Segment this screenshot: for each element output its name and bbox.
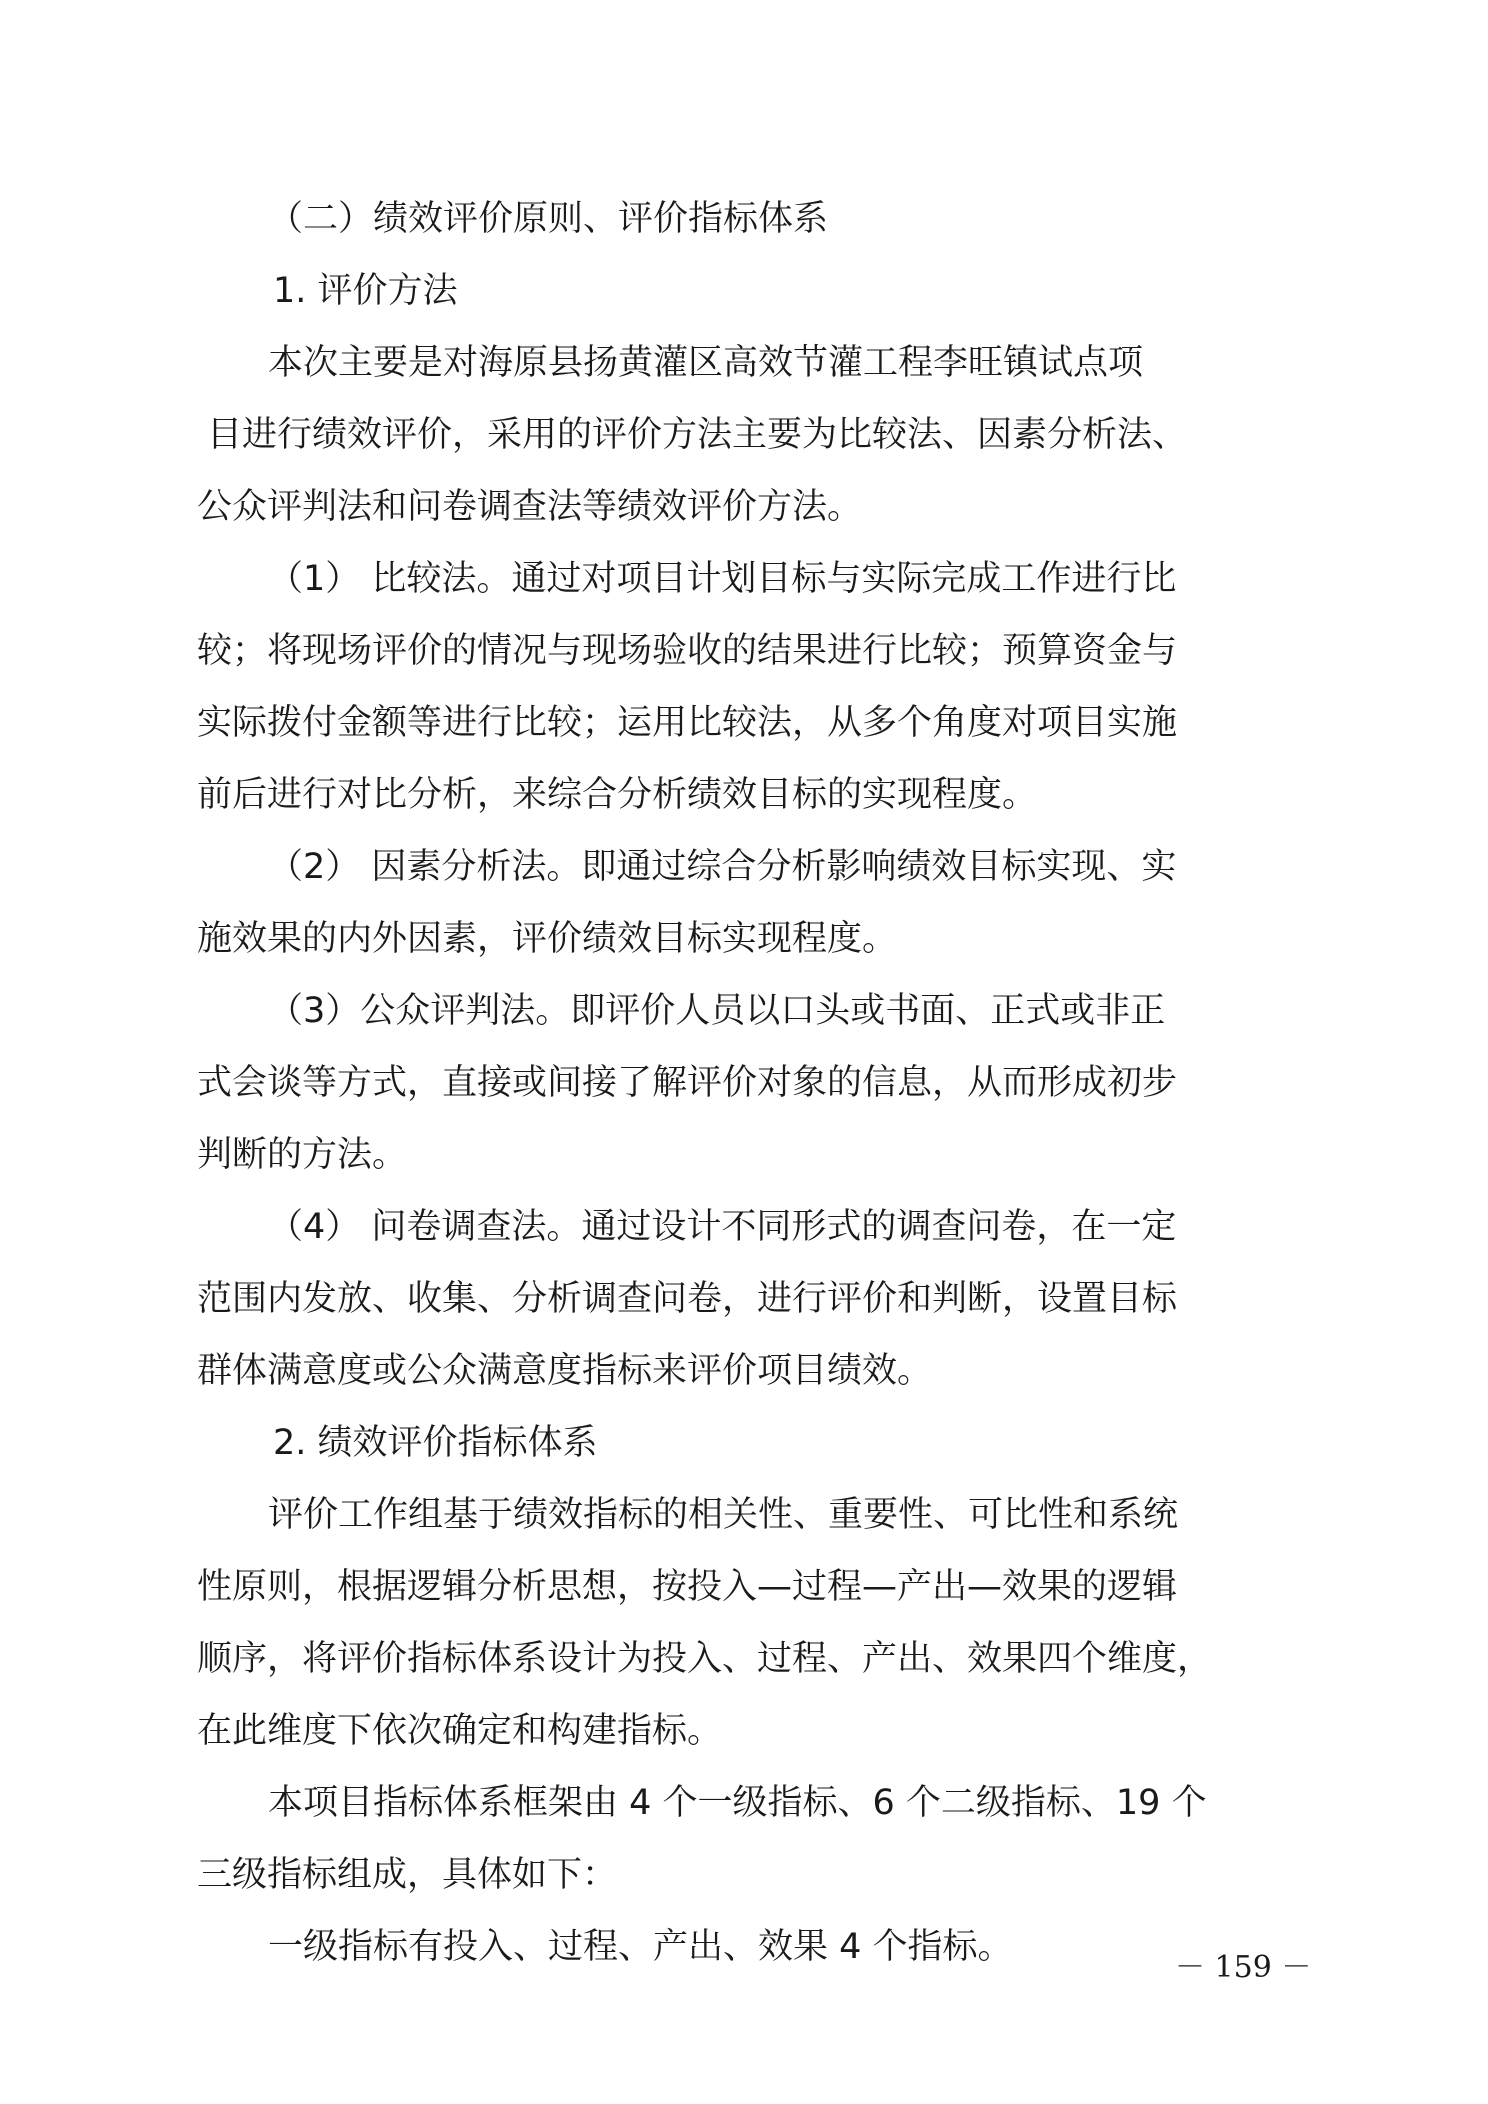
method-comparison-line: 前后进行对比分析，来综合分析绩效目标的实现程度。	[197, 775, 1038, 815]
subsection-heading-indicator-system: 2. 绩效评价指标体系	[273, 1423, 598, 1463]
method-public-judgment-line: （3）公众评判法。即评价人员以口头或书面、正式或非正	[268, 991, 1166, 1031]
section-heading: （二）绩效评价原则、评价指标体系	[268, 199, 829, 239]
method-questionnaire-line: 范围内发放、收集、分析调查问卷，进行评价和判断，设置目标	[197, 1279, 1178, 1319]
paragraph-line: 三级指标组成，具体如下：	[197, 1855, 618, 1895]
method-comparison-line: 实际拨付金额等进行比较；运用比较法，从多个角度对项目实施	[197, 703, 1178, 743]
paragraph-line: 目进行绩效评价，采用的评价方法主要为比较法、因素分析法、	[207, 415, 1188, 455]
method-comparison-line: 较；将现场评价的情况与现场验收的结果进行比较；预算资金与	[197, 631, 1178, 671]
method-public-judgment-line: 判断的方法。	[197, 1135, 408, 1175]
paragraph-line: 性原则，根据逻辑分析思想，按投入—过程—产出—效果的逻辑	[197, 1567, 1178, 1607]
method-questionnaire-line: （4） 问卷调查法。通过设计不同形式的调查问卷，在一定	[268, 1207, 1177, 1247]
paragraph-line: 顺序，将评价指标体系设计为投入、过程、产出、效果四个维度，	[197, 1639, 1213, 1679]
method-questionnaire-line: 群体满意度或公众满意度指标来评价项目绩效。	[197, 1351, 933, 1391]
paragraph-line: 本次主要是对海原县扬黄灌区高效节灌工程李旺镇试点项	[268, 343, 1144, 383]
paragraph-line: 在此维度下依次确定和构建指标。	[197, 1711, 723, 1751]
method-comparison-line: （1） 比较法。通过对项目计划目标与实际完成工作进行比	[268, 559, 1177, 599]
paragraph-line: 公众评判法和问卷调查法等绩效评价方法。	[197, 487, 863, 527]
page-number: － 159 －	[1175, 1950, 1312, 1985]
subsection-heading-evaluation-method: 1. 评价方法	[273, 271, 458, 311]
paragraph-line: 评价工作组基于绩效指标的相关性、重要性、可比性和系统	[268, 1495, 1179, 1535]
method-factor-analysis-line: （2） 因素分析法。即通过综合分析影响绩效目标实现、实	[268, 847, 1177, 887]
method-public-judgment-line: 式会谈等方式，直接或间接了解评价对象的信息，从而形成初步	[197, 1063, 1178, 1103]
paragraph-line: 本项目指标体系框架由 4 个一级指标、6 个二级指标、19 个	[268, 1783, 1207, 1823]
paragraph-line: 一级指标有投入、过程、产出、效果 4 个指标。	[268, 1927, 1013, 1967]
method-factor-analysis-line: 施效果的内外因素，评价绩效目标实现程度。	[197, 919, 898, 959]
